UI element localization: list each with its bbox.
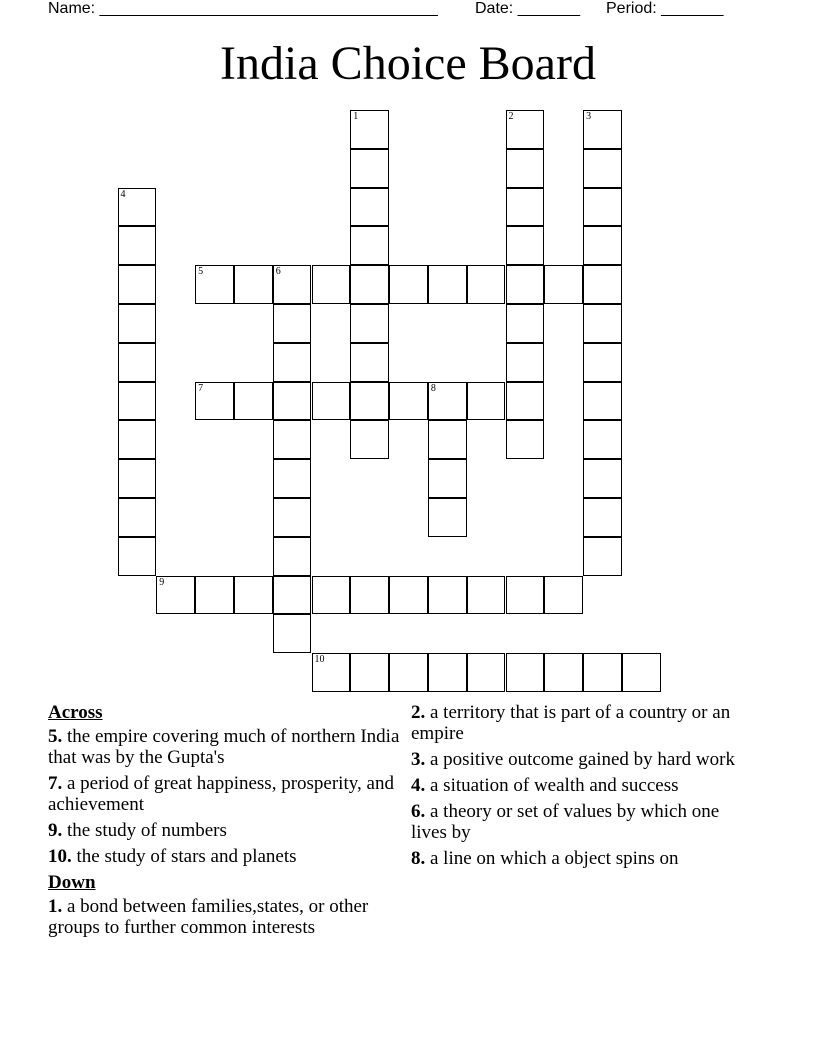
- clue-down-3: 3. a positive outcome gained by hard work: [411, 749, 735, 770]
- cell-number: 2: [508, 111, 514, 122]
- crossword-cell[interactable]: [506, 188, 545, 227]
- crossword-cell[interactable]: [583, 343, 622, 382]
- crossword-cell[interactable]: [234, 576, 273, 615]
- crossword-cell[interactable]: [622, 653, 661, 692]
- crossword-cell[interactable]: [389, 382, 428, 421]
- crossword-cell[interactable]: [583, 188, 622, 227]
- name-field-label: Name: ______________________________________: [48, 0, 438, 17]
- crossword-cell[interactable]: [506, 304, 545, 343]
- crossword-cell[interactable]: [544, 576, 583, 615]
- crossword-cell[interactable]: [118, 537, 157, 576]
- crossword-cell[interactable]: [506, 382, 545, 421]
- clue-across-9: 9. the study of numbers: [48, 820, 227, 841]
- crossword-cell[interactable]: [350, 343, 389, 382]
- crossword-cell[interactable]: [467, 382, 506, 421]
- crossword-cell[interactable]: [273, 343, 312, 382]
- crossword-cell[interactable]: [583, 420, 622, 459]
- crossword-cell[interactable]: [350, 188, 389, 227]
- crossword-cell[interactable]: [118, 382, 157, 421]
- clue-down-1: 1. a bond between families,states, or other groups to further common interests: [48, 896, 369, 938]
- crossword-cell[interactable]: [312, 576, 351, 615]
- across-heading: Across: [48, 702, 103, 723]
- crossword-cell[interactable]: [195, 576, 234, 615]
- clue-down-2: 2. a territory that is part of a country or an empire: [411, 702, 731, 744]
- crossword-cell[interactable]: [583, 304, 622, 343]
- crossword-cell[interactable]: [583, 653, 622, 692]
- crossword-cell[interactable]: [273, 614, 312, 653]
- crossword-cell[interactable]: [389, 653, 428, 692]
- crossword-cell[interactable]: [118, 188, 157, 227]
- clue-down-8: 8. a line on which a object spins on: [411, 848, 679, 869]
- clue-across-7: 7. a period of great happiness, prosperity, and achievement: [48, 773, 394, 815]
- crossword-cell[interactable]: [506, 653, 545, 692]
- crossword-cell[interactable]: [234, 382, 273, 421]
- crossword-cell[interactable]: [273, 459, 312, 498]
- crossword-cell[interactable]: [118, 343, 157, 382]
- cell-number: 8: [430, 382, 436, 394]
- crossword-cell[interactable]: [506, 343, 545, 382]
- crossword-cell[interactable]: [506, 110, 545, 149]
- crossword-cell[interactable]: [428, 382, 467, 421]
- crossword-cell[interactable]: [195, 382, 234, 421]
- crossword-cell[interactable]: [428, 498, 467, 537]
- clue-across-10: 10. the study of stars and planets: [48, 846, 297, 867]
- crossword-cell[interactable]: [118, 420, 157, 459]
- crossword-cell[interactable]: [350, 382, 389, 421]
- period-field-label: Period: _______: [606, 0, 724, 17]
- crossword-cell[interactable]: [583, 537, 622, 576]
- crossword-cell[interactable]: [350, 576, 389, 615]
- crossword-cell[interactable]: [118, 498, 157, 537]
- crossword-cell[interactable]: [506, 420, 545, 459]
- crossword-cell[interactable]: [350, 304, 389, 343]
- crossword-cell[interactable]: [428, 653, 467, 692]
- crossword-cell[interactable]: [428, 420, 467, 459]
- cell-number: 5: [198, 266, 204, 278]
- crossword-cell[interactable]: [118, 226, 157, 265]
- clue-down-4: 4. a situation of wealth and success: [411, 775, 679, 796]
- crossword-cell[interactable]: [273, 537, 312, 576]
- crossword-cell[interactable]: [583, 382, 622, 421]
- crossword-cell[interactable]: [350, 110, 389, 149]
- down-heading: Down: [48, 872, 96, 893]
- clue-across-5: 5. the empire covering much of northern India that was by the Gupta's: [48, 726, 400, 768]
- crossword-cell[interactable]: [428, 459, 467, 498]
- crossword-cell[interactable]: [506, 226, 545, 265]
- crossword-cell[interactable]: [350, 265, 389, 304]
- crossword-cell[interactable]: [156, 576, 195, 615]
- crossword-cell[interactable]: [583, 149, 622, 188]
- crossword-cell[interactable]: [583, 459, 622, 498]
- crossword-cell[interactable]: [583, 110, 622, 149]
- crossword-cell[interactable]: [467, 653, 506, 692]
- crossword-cell[interactable]: [583, 498, 622, 537]
- crossword-cell[interactable]: [583, 265, 622, 304]
- crossword-cell[interactable]: [350, 149, 389, 188]
- crossword-cell[interactable]: [506, 265, 545, 304]
- date-field-label: Date: _______: [475, 0, 580, 17]
- crossword-cell[interactable]: [195, 265, 234, 304]
- crossword-cell[interactable]: [273, 498, 312, 537]
- crossword-cell[interactable]: [583, 226, 622, 265]
- crossword-cell[interactable]: [118, 459, 157, 498]
- crossword-cell[interactable]: [389, 576, 428, 615]
- crossword-cell[interactable]: [467, 576, 506, 615]
- crossword-cell[interactable]: [273, 382, 312, 421]
- cell-number: 3: [586, 111, 592, 122]
- crossword-cell[interactable]: [506, 149, 545, 188]
- crossword-cell[interactable]: [350, 653, 389, 692]
- crossword-cell[interactable]: [234, 265, 273, 304]
- cell-number: 6: [275, 266, 281, 278]
- crossword-cell[interactable]: [467, 265, 506, 304]
- crossword-cell[interactable]: [350, 420, 389, 459]
- crossword-cell[interactable]: [428, 576, 467, 615]
- crossword-cell[interactable]: [273, 265, 312, 304]
- crossword-cell[interactable]: [118, 265, 157, 304]
- clues-left-column: [48, 702, 403, 943]
- crossword-cell[interactable]: [506, 576, 545, 615]
- clue-down-6: 6. a theory or set of values by which one lives by: [411, 801, 720, 843]
- crossword-cell[interactable]: [312, 382, 351, 421]
- crossword-cell[interactable]: [273, 576, 312, 615]
- cell-number: 10: [314, 654, 325, 666]
- crossword-cell[interactable]: [389, 265, 428, 304]
- crossword-cell[interactable]: [312, 653, 351, 692]
- crossword-cell[interactable]: [428, 265, 467, 304]
- cell-number: 9: [159, 576, 165, 588]
- crossword-cell[interactable]: [544, 265, 583, 304]
- crossword-cell[interactable]: [350, 226, 389, 265]
- cell-number: 7: [198, 382, 204, 394]
- cell-number: 1: [353, 111, 359, 122]
- cell-number: 4: [120, 188, 126, 200]
- crossword-cell[interactable]: [118, 304, 157, 343]
- crossword-cell[interactable]: [273, 420, 312, 459]
- crossword-cell[interactable]: [273, 304, 312, 343]
- page-title: India Choice Board: [220, 37, 596, 90]
- crossword-cell[interactable]: [312, 265, 351, 304]
- clues-right-column: [411, 702, 741, 874]
- crossword-cell[interactable]: [544, 653, 583, 692]
